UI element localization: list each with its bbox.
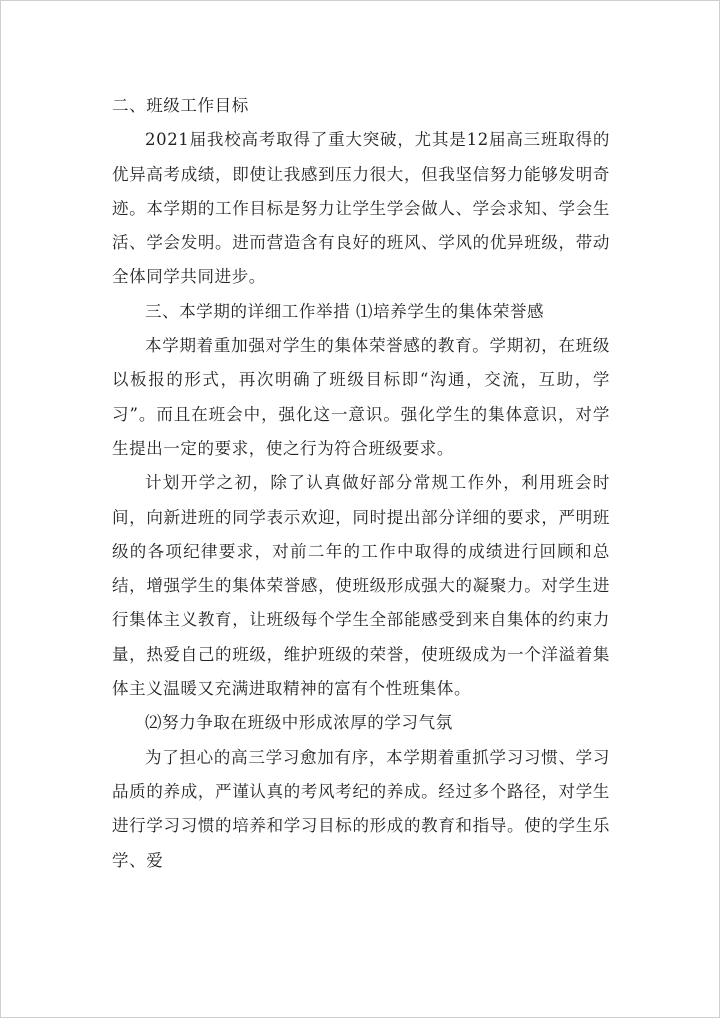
- section-heading-class-goals: 二、班级工作目标: [112, 96, 249, 115]
- document-body: [112, 89, 610, 878]
- subsection-heading-study-atmosphere: ⑵努力争取在班级中形成浓厚的学习气氛: [145, 713, 453, 733]
- paragraph-semester-plan: 计划开学之初，除了认真做好部分常规工作外，利用班会时间，向新进班的同学表示欢迎，同时提出部分详细的要求，严明班级的各项纪律要求，对前二年的工作中取得的成绩进行回顾和总结，增强学生的集体荣誉感，使班级形成强大的凝聚力。对学生进行集体主义教育，让班级每个学生全部能感受到来自集体的约束力量，热爱自己的班级，维护班级的荣誉，使班级成为一个洋溢着集体主义温暖又充满进取精神的富有个性班集体。: [112, 473, 610, 699]
- paragraph-study-habits: 为了担心的高三学习愈加有序，本学期着重抓学习习惯、学习品质的养成，严谨认真的考风考纪的养成。经过多个路径，对学生进行学习习惯的培养和学习目标的形成的教育和指导。使的学生乐学、爱: [112, 747, 610, 870]
- paragraph-goals: 2021届我校高考取得了重大突破，尤其是12届高三班取得的优异高考成绩，即使让我感到压力很大，但我坚信努力能够发明奇迹。本学期的工作目标是努力让学生学会做人、学会求知、学会生活、学会发明。进而营造含有良好的班风、学风的优异班级，带动全体同学共同进步。: [112, 130, 610, 287]
- paragraph-collective-honor: 本学期着重加强对学生的集体荣誉感的教育。学期初，在班级以板报的形式，再次明确了班级目标即“沟通，交流，互助，学习”。而且在班会中，强化这一意识。强化学生的集体意识，对学生提出一定的要求，使之行为符合班级要求。: [112, 336, 610, 458]
- section-heading-measures: 三、本学期的详细工作举措 ⑴培养学生的集体荣誉感: [145, 301, 545, 321]
